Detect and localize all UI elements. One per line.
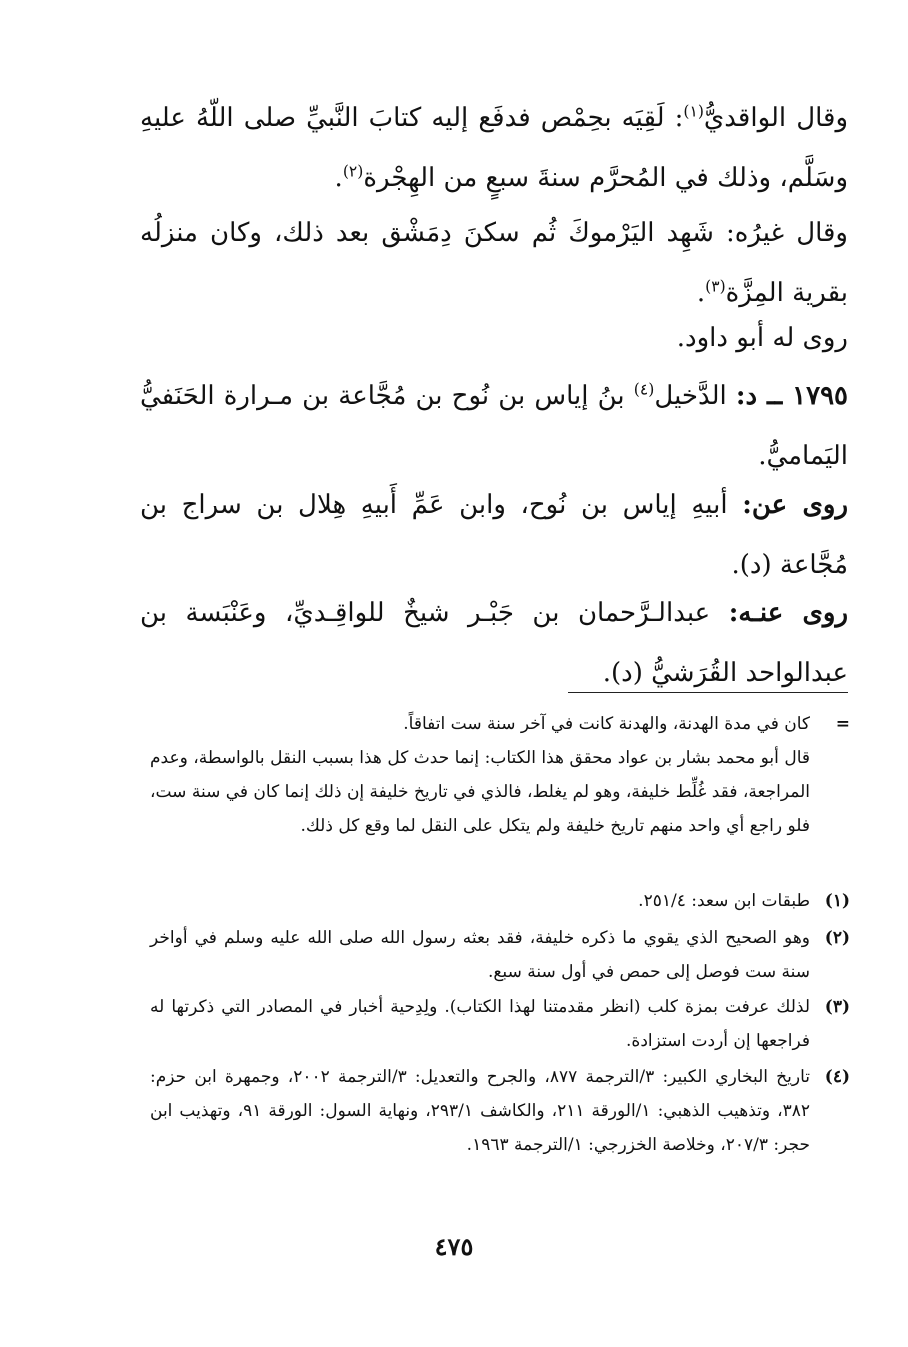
footnote-mark: (٤)	[824, 1067, 850, 1087]
paragraph-text: .	[334, 163, 343, 193]
narrated-by-paragraph	[140, 583, 848, 703]
footnote-text: لذلك عرفت بمزة كلب (انظر مقدمتنا لهذا الكتاب). ولِدِحية أخبار في المصادر التي ذكرتها له فراجعها إن أردت استزادة.	[150, 997, 810, 1051]
footnote-reference[interactable]: (١)	[683, 102, 704, 121]
footnote-item	[150, 1060, 850, 1162]
footnote-reference[interactable]: (٣)	[705, 277, 726, 296]
entry-name-continuation: بنُ إياس بن نُوح بن مُجَّاعة بن مـرارة الحَنَفيُّ اليَماميُّ.	[140, 381, 848, 471]
paragraph-text: .	[696, 278, 706, 308]
footnote-text: وهو الصحيح الذي يقوي ما ذكره خليفة، فقد بعثه رسول الله صلى الله عليه وسلم في أواخر سنة ست فوصل إلى حمص في أول سنة سبع.	[150, 928, 810, 982]
narrated-from-label: روى عن:	[742, 490, 849, 520]
footnote-divider	[568, 692, 848, 693]
footnote-mark: (١)	[824, 891, 850, 911]
body-paragraph	[140, 203, 848, 323]
body-paragraph	[140, 88, 848, 208]
continuation-mark: =	[835, 714, 850, 734]
footnote-mark: (٢)	[824, 928, 850, 948]
footnote-item	[150, 921, 850, 989]
paragraph-text: روى له أبو داود.	[676, 323, 848, 353]
body-paragraph	[140, 308, 848, 368]
continuation-body	[150, 707, 810, 843]
footnote-text: تاريخ البخاري الكبير: ٣/الترجمة ٨٧٧، والجرح والتعديل: ٣/الترجمة ٢٠٠٢، وجمهرة ابن حزم: ٣٨٢، وتذهيب الذهبي: ١/الورقة ٢١١، والكاشف ٢٩٣/١، ونهاية السول: الورقة ٩١، وتهذيب ابن حجر: ٢٠٧/٣، وخلاصة الخزرجي: ١/الترجمة ١٩٦٣.	[150, 1067, 810, 1155]
footnote-item	[150, 884, 850, 918]
entry-name: الدَّخيل	[654, 381, 736, 411]
footnote-reference[interactable]: (٤)	[633, 380, 655, 399]
footnote-item	[150, 990, 850, 1058]
paragraph-text: وقال غيرُه: شَهِد اليَرْموكَ ثُم سكنَ دِمَشْق بعد ذلك، وكان منزلُه بقرية المِزَّة	[140, 218, 848, 308]
continuation-line: قال أبو محمد بشار بن عواد محقق هذا الكتاب: إنما حدث كل هذا بسبب النقل بالواسطة، وعدم المراجعة، فقد غُلِّط خليفة، وهو لم يغلط، فالذي في تاريخ خليفة إن ذلك إنما كان في سنة ست، فلو راجع أي واحد منهم تاريخ خليفة ولم يتكل على النقل لما وقع كل ذلك.	[150, 748, 810, 836]
narrated-from-text: أبيهِ إياس بن نُوح، وابن عَمِّ أَبيهِ هِلال بن سراج بن مُجَّاعة (د).	[140, 490, 848, 580]
paragraph-text: : لَقِيَه بحِمْص فدفَع إليه كتابَ النَّبيِّ صلى اللّهُ عليهِ وسَلَّم، وذلك في المُحرَّم سنةَ سبعٍ من الهِجْرة	[140, 103, 848, 193]
biography-entry	[140, 366, 848, 486]
entry-number: ١٧٩٥ ــ د:	[735, 381, 849, 411]
continuation-line: كان في مدة الهدنة، والهدنة كانت في آخر سنة ست اتفاقاً.	[403, 714, 810, 734]
footnote-text: طبقات ابن سعد: ٢٥١/٤.	[638, 891, 810, 911]
paragraph-text: وقال الواقديُّ	[703, 103, 848, 133]
footnote-continuation	[150, 707, 850, 843]
narrated-from-paragraph	[140, 475, 848, 595]
narrated-by-label: روى عنـه:	[728, 598, 848, 628]
page-number: ٤٧٥	[434, 1232, 474, 1261]
narrated-by-text: عبدالـرَّحمان بن جَبْـر شيخٌ للواقِـديِّ، وعَنْبَسة بن عبدالواحد القُرَشيُّ (د).	[140, 598, 848, 688]
footnote-reference[interactable]: (٢)	[342, 162, 364, 181]
footnote-mark: (٣)	[824, 997, 850, 1017]
